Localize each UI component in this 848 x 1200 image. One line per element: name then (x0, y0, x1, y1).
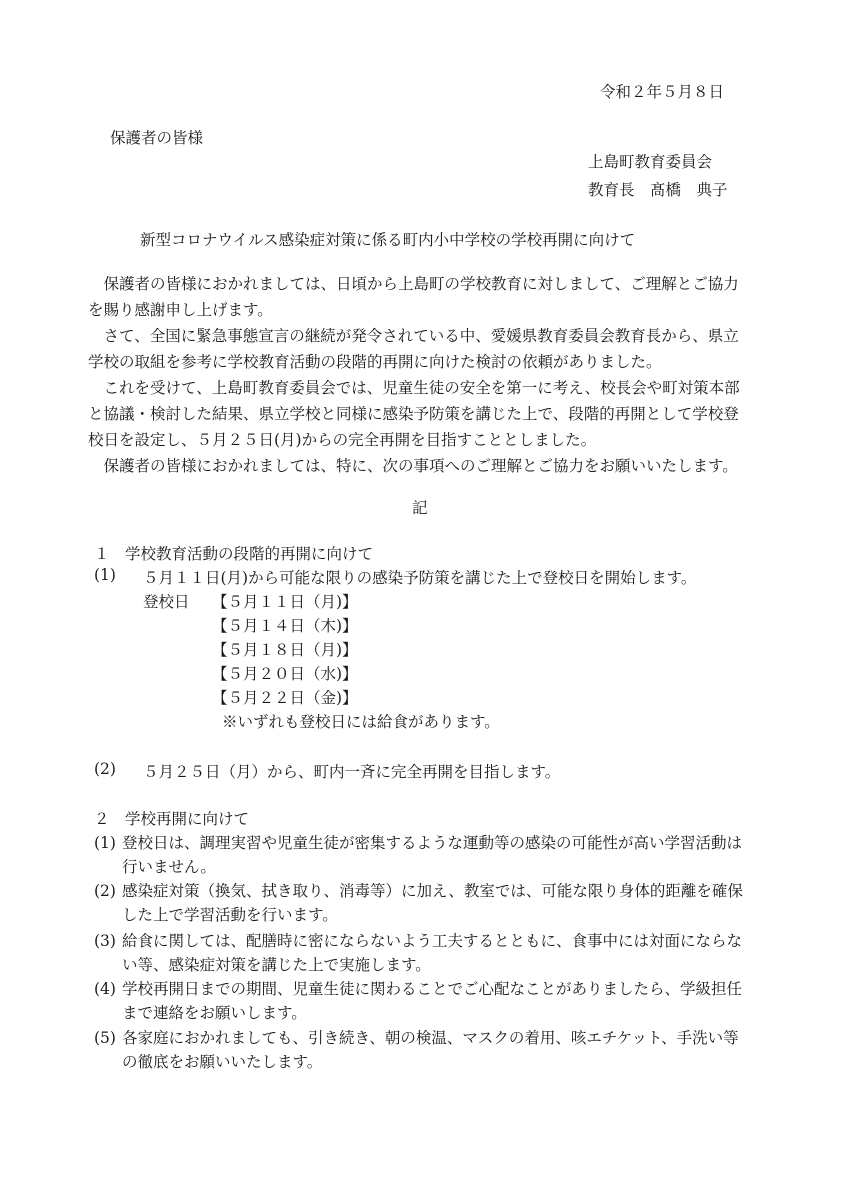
section1-item1-text: ５月１１日(月)から可能な限りの感染予防策を講じた上で登校日を開始します。 (143, 569, 697, 587)
section2-item (94, 879, 754, 927)
section2-item (94, 977, 754, 1025)
school-day: 【５月２０日（水)】 (212, 665, 358, 683)
body-paragraph: さて、全国に緊急事態宣言の継続が発令されている中、愛媛県教育委員会教育長から、県立学校の取組を参考に学校教育活動の段階的再開に向けた検討の依頼がありました。 (88, 327, 739, 371)
section2-item (94, 831, 754, 879)
item-number: (4) (94, 980, 116, 998)
item-number: (1) (94, 834, 116, 852)
document-date: 令和２年５月８日 (600, 83, 725, 101)
item-text: 給食に関しては、配膳時に密にならないよう工夫するとともに、食事中には対面にならない等、感染症対策を講じた上で実施します。 (122, 932, 743, 974)
section2-item (94, 929, 754, 977)
sender-org: 上島町教育委員会 (588, 153, 713, 171)
school-day: 【５月１１日（月)】 (212, 593, 358, 611)
body-paragraph: 保護者の皆様におかれましては、日頃から上島町の学校教育に対しまして、ご理解とご協力を賜り感謝申し上げます。 (88, 275, 739, 319)
document-title: 新型コロナウイルス感染症対策に係る町内小中学校の学校再開に向けて (140, 231, 636, 249)
body-text (88, 271, 748, 479)
school-day: 【５月１４日（木)】 (212, 617, 358, 635)
lunch-note: ※いずれも登校日には給食があります。 (222, 713, 500, 731)
ki-mark: 記 (412, 499, 428, 517)
body-paragraph: これを受けて、上島町教育委員会では、児童生徒の安全を第一に考え、校長会や町対策本部と協議・検討した結果、県立学校と同様に感染予防策を講じた上で、段階的再開として学校登校日を設定し、５月２５日(月)からの完全再開を目指すこととしました。 (88, 379, 740, 449)
school-day: 【５月１８日（月)】 (212, 641, 358, 659)
school-day: 【５月２２日（金)】 (212, 689, 358, 707)
recipient: 保護者の皆様 (110, 129, 204, 147)
item-text: 登校日は、調理実習や児童生徒が密集するような運動等の感染の可能性が高い学習活動は行いません。 (122, 834, 743, 876)
section2-item (94, 1026, 754, 1074)
item-text: 学校再開日までの期間、児童生徒に関わることでご心配なことがありましたら、学級担任まで連絡をお願いします。 (122, 980, 743, 1022)
item-number: (5) (94, 1029, 116, 1047)
item-number: (3) (94, 932, 116, 950)
item-number: (2) (94, 882, 116, 900)
body-paragraph: 保護者の皆様におかれましては、特に、次の事項へのご理解とご協力をお願いいたします。 (103, 457, 738, 475)
item-text: 感染症対策（換気、拭き取り、消毒等）に加え、教室では、可能な限り身体的距離を確保した上で学習活動を行います。 (122, 882, 743, 924)
section1-item1-num: (1) (94, 566, 116, 584)
school-days-label: 登校日 (143, 593, 190, 611)
section1-item2-text: ５月２５日（月）から、町内一斉に完全再開を目指します。 (143, 763, 561, 781)
section1-heading: １ 学校教育活動の段階的再開に向けて (94, 545, 374, 563)
section2-heading: ２ 学校再開に向けて (94, 810, 250, 828)
sender-person: 教育長 髙橋 典子 (588, 181, 728, 199)
item-text: 各家庭におかれましても、引き続き、朝の検温、マスクの着用、咳エチケット、手洗い等の徹底をお願いいたします。 (122, 1029, 739, 1071)
section1-item2-num: (2) (94, 760, 116, 778)
